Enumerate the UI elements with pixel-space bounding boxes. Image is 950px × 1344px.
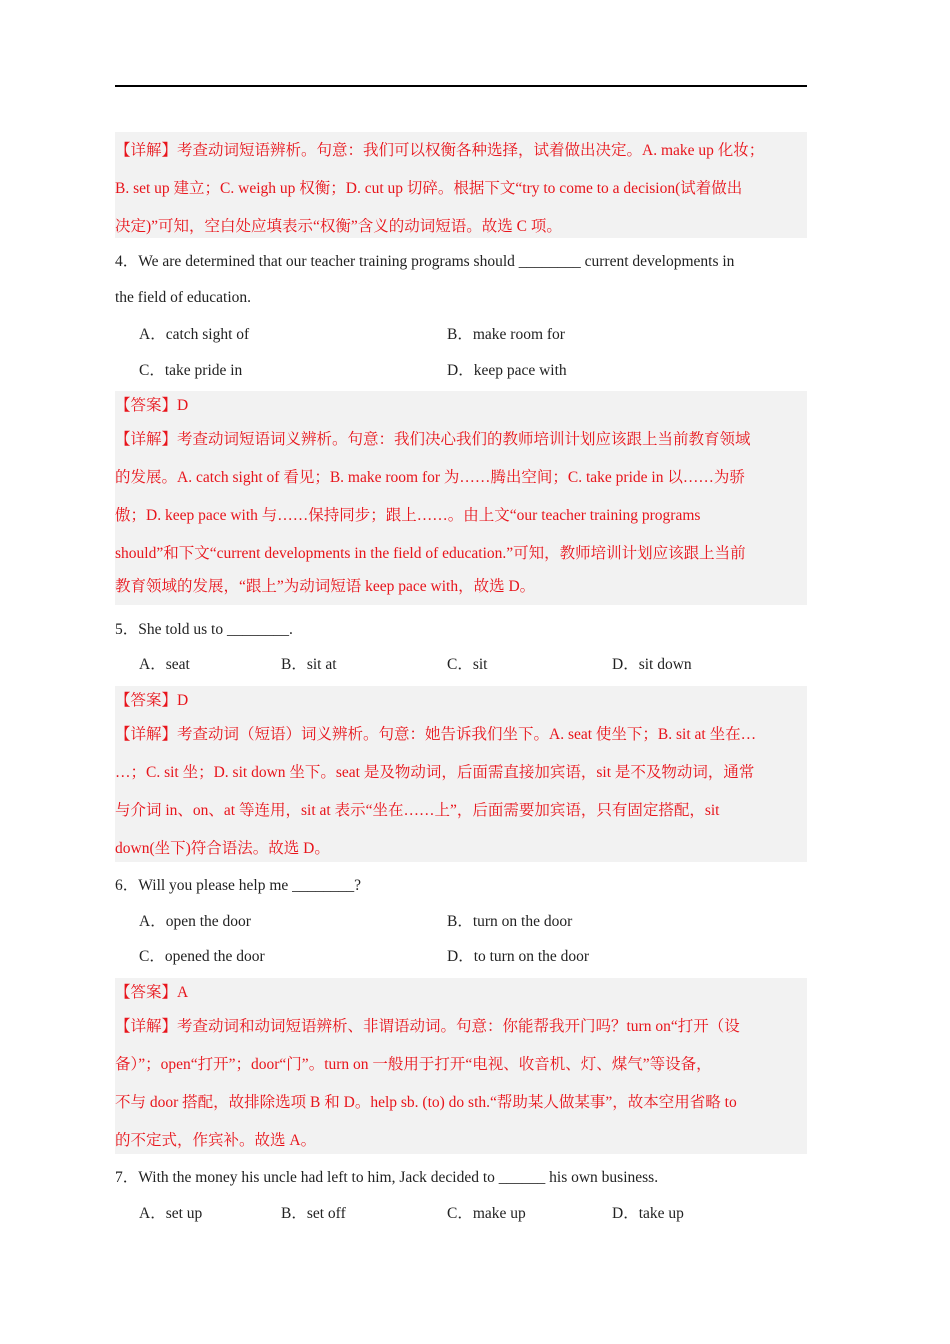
- question-text: the field of education.: [115, 289, 252, 306]
- detail-line: 的不定式，作宾补。故选 A。: [115, 1132, 317, 1149]
- option-b[interactable]: B．set off: [281, 1205, 346, 1222]
- detail-line: 决定)”可知，空白处应填表示“权衡”含义的动词短语。故选 C 项。: [115, 218, 562, 235]
- option-a[interactable]: A．seat: [139, 656, 190, 673]
- option-c[interactable]: C．make up: [447, 1205, 526, 1222]
- question-5: [115, 612, 807, 648]
- detail-line: …；C. sit 坐；D. sit down 坐下。seat 是及物动词，后面需直接加宾语，sit 是不及物动词，通常: [115, 764, 755, 781]
- options-row-q7: [115, 1196, 807, 1232]
- detail-line: 傲；D. keep pace with 与……保持同步；跟上……。由上文“our teacher training programs: [115, 507, 701, 524]
- options-row-q4-2: [115, 353, 807, 389]
- detail-line: 不与 door 搭配，故排除选项 B 和 D。help sb. (to) do sth.“帮助某人做某事”，故本空用省略 to: [115, 1094, 737, 1111]
- options-row-q4-1: [115, 317, 807, 353]
- detail-line: 【详解】考查动词短语词义辨析。句意：我们决心我们的教师培训计划应该跟上当前教育领域: [115, 431, 751, 448]
- option-a[interactable]: A．set up: [139, 1205, 203, 1222]
- detail-line: B. set up 建立；C. weigh up 权衡；D. cut up 切碎。根据下文“try to come to a decision(试着做出: [115, 180, 743, 197]
- detail-line: 备）”；open“打开”；door“门”。turn on 一般用于打开“电视、收音机、灯、煤气”等设备，: [115, 1056, 712, 1073]
- header-rule: [115, 85, 807, 87]
- option-b[interactable]: B．turn on the door: [447, 913, 573, 930]
- question-text: 7．With the money his uncle had left to him, Jack decided to ______ his own business.: [115, 1169, 659, 1186]
- question-7: [115, 1160, 807, 1196]
- option-d[interactable]: D．to turn on the door: [447, 948, 590, 965]
- option-d[interactable]: D．keep pace with: [447, 362, 567, 379]
- options-row-q5: [115, 647, 807, 683]
- detail-line: 【详解】考查动词短语辨析。句意：我们可以权衡各种选择，试着做出决定。A. make up 化妆；: [115, 142, 765, 159]
- answer-q6: [115, 978, 807, 1154]
- question-text: 4．We are determined that our teacher training programs should ________ current developments in: [115, 253, 735, 270]
- detail-line: down(坐下)符合语法。故选 D。: [115, 840, 330, 857]
- question-text: 5．She told us to ________.: [115, 621, 293, 638]
- option-c[interactable]: C．sit: [447, 656, 488, 673]
- option-a[interactable]: A．catch sight of: [139, 326, 250, 343]
- answer-q4: [115, 391, 807, 605]
- detail-line: 与介词 in、on、at 等连用，sit at 表示“坐在……上”，后面需要加宾语，只有固定搭配，sit: [115, 802, 720, 819]
- question-4: [115, 244, 807, 316]
- option-d[interactable]: D．sit down: [612, 656, 692, 673]
- detail-line: 【详解】考查动词（短语）词义辨析。句意：她告诉我们坐下。A. seat 使坐下；B. sit at 坐在…: [115, 726, 757, 743]
- question-6: [115, 868, 807, 904]
- detail-q3: [115, 132, 807, 238]
- option-b[interactable]: B．make room for: [447, 326, 565, 343]
- detail-line: 【详解】考查动词和动词短语辨析、非谓语动词。句意：你能帮我开门吗？turn on“打开（设: [115, 1018, 740, 1035]
- option-b[interactable]: B．sit at: [281, 656, 337, 673]
- question-text: 6．Will you please help me ________?: [115, 877, 362, 894]
- answer-line: 【答案】D: [115, 692, 189, 709]
- answer-line: 【答案】D: [115, 397, 189, 414]
- answer-line: 【答案】A: [115, 984, 189, 1001]
- options-row-q6-1: [115, 904, 807, 940]
- detail-line: 的发展。A. catch sight of 看见；B. make room for 为……腾出空间；C. take pride in 以……为骄: [115, 469, 745, 486]
- option-c[interactable]: C．opened the door: [139, 948, 265, 965]
- detail-line: 教育领域的发展，“跟上”为动词短语 keep pace with，故选 D。: [115, 578, 536, 595]
- option-a[interactable]: A．open the door: [139, 913, 251, 930]
- detail-line: should”和下文“current developments in the field of education.”可知，教师培训计划应该跟上当前: [115, 545, 746, 562]
- option-c[interactable]: C．take pride in: [139, 362, 243, 379]
- option-d[interactable]: D．take up: [612, 1205, 684, 1222]
- answer-q5: [115, 686, 807, 862]
- options-row-q6-2: [115, 939, 807, 975]
